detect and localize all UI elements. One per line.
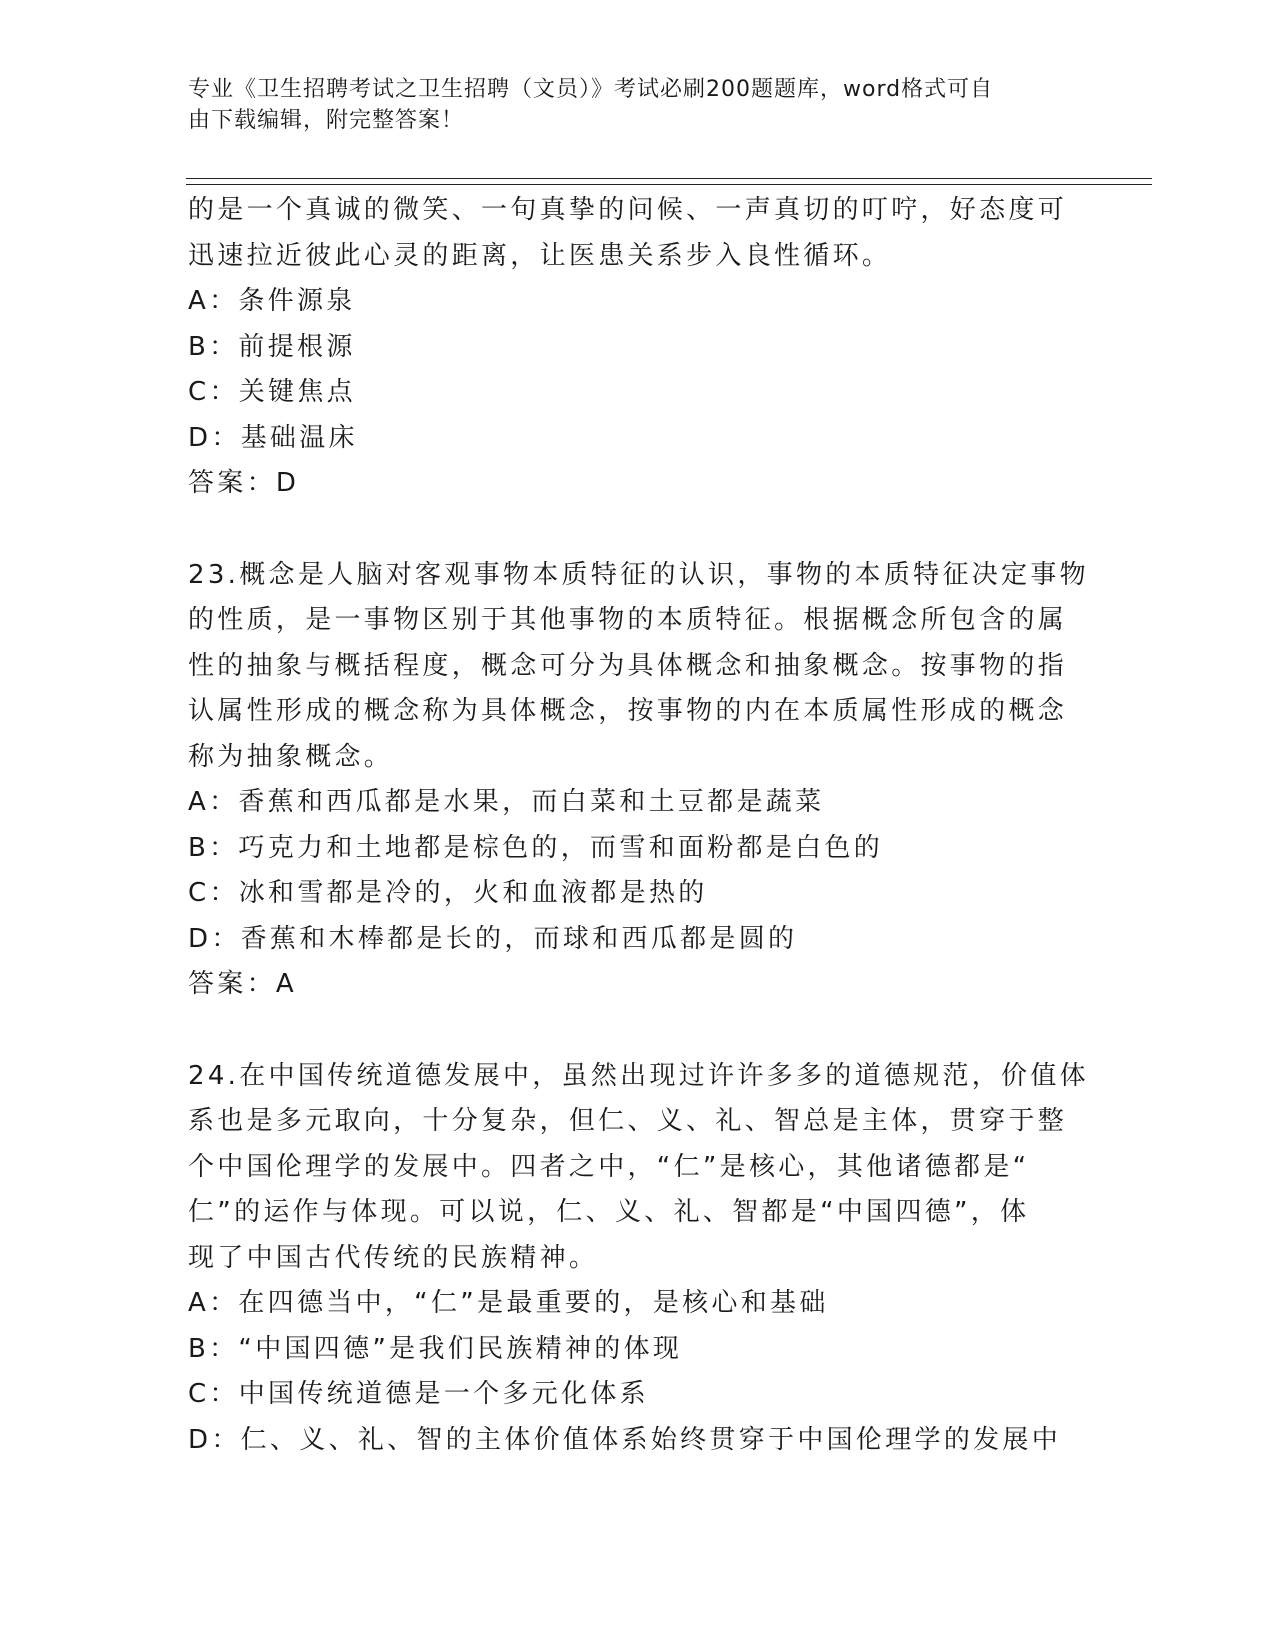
option-d: D：基础温床 [188,422,358,453]
question-text-line: 认属性形成的概念称为具体概念，按事物的内在本质属性形成的概念 [188,696,1068,726]
question-text-line: 24.在中国传统道德发展中，虽然出现过许许多多的道德规范，价值体 [188,1060,1089,1091]
option-c: C：关键焦点 [188,377,356,407]
option-a: A：条件源泉 [188,286,356,316]
question-text-line: 性的抽象与概括程度，概念可分为具体概念和抽象概念。按事物的指 [188,650,1068,681]
option-c: C：冰和雪都是冷的，火和血液都是热的 [188,878,708,908]
option-d: D：仁、义、礼、智的主体价值体系始终贯穿于中国伦理学的发展中 [188,1424,1062,1455]
option-b: B：“中国四德”是我们民族精神的体现 [188,1333,683,1364]
question-24 [188,1054,1088,1464]
spacer [188,507,1088,553]
header-line-1: 专业《卫生招聘考试之卫生招聘（文员）》考试必刷200题题库，word格式可自 [188,77,994,102]
spacer [188,1008,1088,1054]
option-a: A：在四德当中，“仁”是最重要的，是核心和基础 [188,1288,829,1318]
page-content [188,188,1088,1463]
question-text-line: 23.概念是人脑对客观事物本质特征的认识，事物的本质特征决定事物 [188,559,1089,590]
answer-line: 答案：A [188,969,297,999]
option-d: D：香蕉和木棒都是长的，而球和西瓜都是圆的 [188,923,798,954]
question-22 [188,188,1088,507]
question-23 [188,553,1088,1008]
question-text-line: 仁”的运作与体现。可以说，仁、义、礼、智都是“中国四德”，体 [188,1197,1030,1227]
document-header [188,74,1068,136]
question-text-line: 称为抽象概念。 [188,741,394,772]
question-text-line: 系也是多元取向，十分复杂，但仁、义、礼、智总是主体，贯穿于整 [188,1106,1068,1136]
option-b: B：巧克力和土地都是棕色的，而雪和面粉都是白色的 [188,832,884,863]
header-line-2: 由下载编辑，附完整答案！ [188,108,465,133]
answer-line: 答案：D [188,468,300,498]
option-c: C：中国传统道德是一个多元化体系 [188,1379,649,1409]
question-text-line: 迅速拉近彼此心灵的距离，让医患关系步入良性循环。 [188,240,892,271]
question-text-line: 个中国伦理学的发展中。四者之中，“仁”是核心，其他诸德都是“ [188,1151,1030,1182]
question-text-line: 的是一个真诚的微笑、一句真挚的问候、一声真切的叮咛，好态度可 [188,195,1068,225]
header-rule-top [186,178,1152,179]
question-text-line: 的性质，是一事物区别于其他事物的本质特征。根据概念所包含的属 [188,605,1068,635]
question-text-line: 现了中国古代传统的民族精神。 [188,1242,599,1273]
header-rule-bottom [186,184,1152,185]
option-a: A：香蕉和西瓜都是水果，而白菜和土豆都是蔬菜 [188,787,825,817]
option-b: B：前提根源 [188,331,356,362]
